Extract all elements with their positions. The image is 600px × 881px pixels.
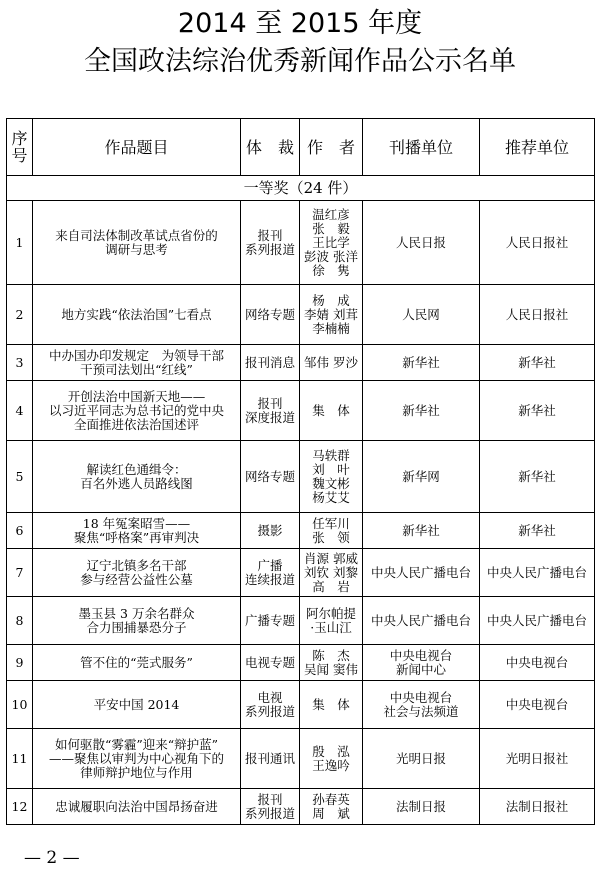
row-number: 8 — [7, 597, 33, 645]
table-row — [7, 285, 595, 345]
work-genre: 电视专题 — [241, 645, 300, 681]
work-title: 如何驱散“雾霾”迎来“辩护蓝” ——聚焦以审判为中心视角下的 律师辩护地位与作用 — [33, 729, 241, 789]
work-genre: 广播专题 — [241, 597, 300, 645]
work-recommender: 中央电视台 — [480, 645, 595, 681]
table-row — [7, 345, 595, 381]
work-publisher: 人民日报 — [363, 201, 480, 285]
row-number: 5 — [7, 441, 33, 513]
work-genre: 报刊消息 — [241, 345, 300, 381]
work-publisher: 新华社 — [363, 381, 480, 441]
work-publisher: 新华网 — [363, 441, 480, 513]
header-row — [7, 119, 595, 176]
work-publisher: 新华社 — [363, 345, 480, 381]
table-row — [7, 381, 595, 441]
row-number: 3 — [7, 345, 33, 381]
work-genre: 报刊 系列报道 — [241, 789, 300, 825]
row-number: 2 — [7, 285, 33, 345]
work-recommender: 人民日报社 — [480, 285, 595, 345]
work-publisher: 光明日报 — [363, 729, 480, 789]
work-genre: 报刊 系列报道 — [241, 201, 300, 285]
row-number: 11 — [7, 729, 33, 789]
award-table — [6, 118, 595, 825]
work-publisher: 新华社 — [363, 513, 480, 549]
work-genre: 报刊 深度报道 — [241, 381, 300, 441]
work-author: 邹伟 罗沙 — [300, 345, 363, 381]
work-title: 辽宁北镇多名干部 参与经营公益性公墓 — [33, 549, 241, 597]
work-recommender: 光明日报社 — [480, 729, 595, 789]
page-number: — 2 — — [24, 848, 80, 868]
work-publisher: 中央人民广播电台 — [363, 549, 480, 597]
work-publisher: 人民网 — [363, 285, 480, 345]
work-author: 陈 杰 吴闻 窦伟 — [300, 645, 363, 681]
table-row — [7, 513, 595, 549]
work-title: 管不住的“莞式服务” — [33, 645, 241, 681]
work-publisher: 中央电视台 新闻中心 — [363, 645, 480, 681]
table-row — [7, 201, 595, 285]
work-title: 来自司法体制改革试点省份的 调研与思考 — [33, 201, 241, 285]
row-number: 6 — [7, 513, 33, 549]
work-title: 忠诚履职向法治中国昂扬奋进 — [33, 789, 241, 825]
table-row — [7, 681, 595, 729]
work-author: 殷 泓 王逸吟 — [300, 729, 363, 789]
title-line-1: 2014 至 2015 年度 — [177, 8, 423, 39]
work-recommender: 法制日报社 — [480, 789, 595, 825]
work-recommender: 中央人民广播电台 — [480, 597, 595, 645]
work-author: 任军川 张 领 — [300, 513, 363, 549]
work-author: 集 体 — [300, 381, 363, 441]
work-genre: 报刊通讯 — [241, 729, 300, 789]
table-row — [7, 729, 595, 789]
work-publisher: 中央电视台 社会与法频道 — [363, 681, 480, 729]
header-genre: 体 裁 — [241, 119, 300, 176]
row-number: 4 — [7, 381, 33, 441]
row-number: 10 — [7, 681, 33, 729]
work-author: 孙春英 周 斌 — [300, 789, 363, 825]
table-row — [7, 597, 595, 645]
work-author: 杨 成 李婧 刘茸 李楠楠 — [300, 285, 363, 345]
header-title: 作品题目 — [33, 119, 241, 176]
work-author: 集 体 — [300, 681, 363, 729]
row-number: 12 — [7, 789, 33, 825]
title-line-2: 全国政法综治优秀新闻作品公示名单 — [84, 46, 516, 77]
work-author: 温红彦 张 毅 王比学 彭波 张洋 徐 隽 — [300, 201, 363, 285]
work-recommender: 中央人民广播电台 — [480, 549, 595, 597]
work-title: 开创法治中国新天地—— 以习近平同志为总书记的党中央 全面推进依法治国述评 — [33, 381, 241, 441]
work-publisher: 法制日报 — [363, 789, 480, 825]
header-author: 作 者 — [300, 119, 363, 176]
work-recommender: 新华社 — [480, 381, 595, 441]
work-recommender: 中央电视台 — [480, 681, 595, 729]
work-author: 马轶群 刘 叶 魏文彬 杨艾艾 — [300, 441, 363, 513]
work-recommender: 人民日报社 — [480, 201, 595, 285]
header-recommender: 推荐单位 — [480, 119, 595, 176]
row-number: 1 — [7, 201, 33, 285]
work-author: 肖源 郭威 刘钦 刘黎 高 岩 — [300, 549, 363, 597]
work-genre: 网络专题 — [241, 285, 300, 345]
work-title: 解读红色通缉令： 百名外逃人员路线图 — [33, 441, 241, 513]
row-number: 9 — [7, 645, 33, 681]
work-title: 地方实践“依法治国”七看点 — [33, 285, 241, 345]
work-genre: 广播 连续报道 — [241, 549, 300, 597]
work-title: 墨玉县 3 万余名群众 合力围捕暴恐分子 — [33, 597, 241, 645]
table-row — [7, 441, 595, 513]
row-number: 7 — [7, 549, 33, 597]
table-row — [7, 789, 595, 825]
section-label: 一等奖（24 件） — [7, 176, 595, 201]
work-recommender: 新华社 — [480, 345, 595, 381]
section-row — [7, 176, 595, 201]
header-no: 序 号 — [7, 119, 33, 176]
header-publisher: 刊播单位 — [363, 119, 480, 176]
table-row — [7, 645, 595, 681]
work-publisher: 中央人民广播电台 — [363, 597, 480, 645]
work-title: 18 年冤案昭雪—— 聚焦“呼格案”再审判决 — [33, 513, 241, 549]
work-author: 阿尔帕提 ·玉山江 — [300, 597, 363, 645]
work-genre: 网络专题 — [241, 441, 300, 513]
work-genre: 电视 系列报道 — [241, 681, 300, 729]
table-row — [7, 549, 595, 597]
work-genre: 摄影 — [241, 513, 300, 549]
work-recommender: 新华社 — [480, 513, 595, 549]
work-recommender: 新华社 — [480, 441, 595, 513]
work-title: 平安中国 2014 — [33, 681, 241, 729]
work-title: 中办国办印发规定 为领导干部 干预司法划出“红线” — [33, 345, 241, 381]
